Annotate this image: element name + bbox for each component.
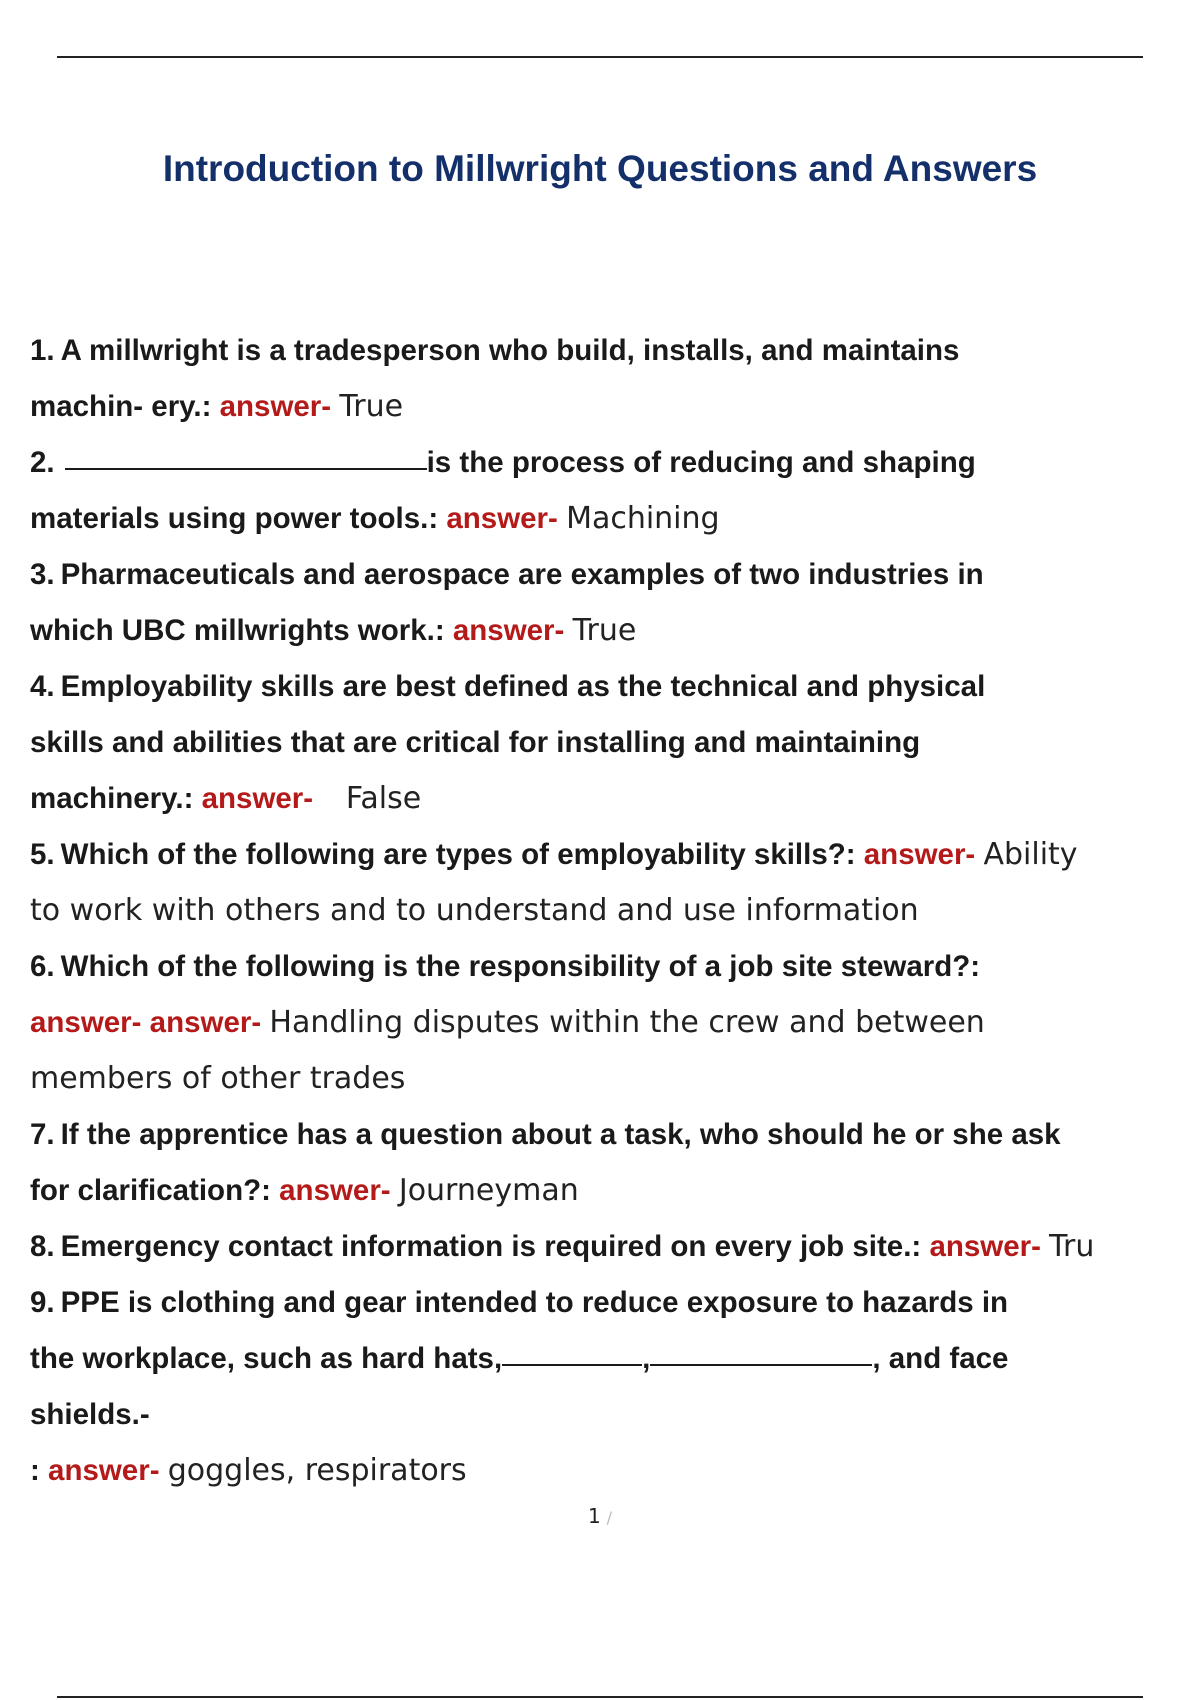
question-text: Which of the following are types of employability skills?:	[60, 838, 864, 871]
question-text: the workplace, such as hard hats,	[30, 1342, 503, 1375]
answer-text: Machining	[566, 501, 720, 536]
answer-text: Journeyman	[398, 1173, 579, 1208]
answer-text: to work with others and to understand and use information	[30, 893, 919, 928]
question-text: which UBC millwrights work.:	[30, 614, 453, 647]
fill-in-blank	[650, 1334, 872, 1366]
answer-text: True	[572, 613, 637, 648]
answer-text: Tru	[1049, 1229, 1095, 1264]
question-number: 1.	[30, 334, 55, 367]
page-separator: /	[606, 1508, 613, 1527]
question-text: skills and abilities that are critical for installing and maintaining	[30, 726, 921, 759]
question-text: machinery.:	[30, 782, 202, 815]
answer-label: answer-	[452, 614, 565, 647]
question-text: Employability skills are best defined as the technical and physical	[60, 670, 986, 703]
question-7	[30, 1107, 1195, 1219]
bottom-rule	[57, 1696, 1143, 1698]
answer-label: answer-	[279, 1174, 391, 1207]
question-number: 4.	[30, 670, 55, 703]
question-number: 7.	[30, 1118, 55, 1151]
question-5	[30, 827, 1195, 939]
answer-text: members of other trades	[30, 1061, 406, 1096]
answer-label: answer- answer-	[30, 1006, 262, 1039]
question-number: 8.	[30, 1230, 55, 1263]
answer-label: answer-	[446, 502, 558, 535]
answer-label: answer-	[929, 1230, 1041, 1263]
question-6	[30, 939, 1195, 1107]
answer-label: answer-	[201, 782, 314, 815]
answer-text: Ability	[983, 837, 1078, 872]
question-3	[30, 547, 1195, 659]
question-2	[30, 435, 1195, 547]
question-text: is the process of reducing and shaping	[426, 446, 976, 479]
question-1	[30, 323, 1195, 435]
answer-text: True	[339, 389, 404, 424]
question-text: PPE is clothing and gear intended to reduce exposure to hazards in	[60, 1286, 1009, 1319]
question-8	[30, 1219, 1195, 1275]
answer-label: answer-	[863, 838, 976, 871]
question-text: shields.-	[30, 1398, 150, 1431]
question-text: ,	[642, 1342, 651, 1375]
answer-label: answer-	[219, 390, 332, 423]
document-title: Introduction to Millwright Questions and Answers	[162, 148, 1038, 189]
question-9	[30, 1275, 1195, 1499]
question-text: for clarification?:	[30, 1174, 280, 1207]
question-number: 2.	[30, 446, 55, 479]
fill-in-blank	[502, 1334, 642, 1366]
question-text: A millwright is a tradesperson who build, installs, and maintains	[60, 334, 960, 367]
question-list	[30, 323, 1195, 1499]
page-number-value: 1	[587, 1504, 601, 1528]
page-number	[0, 1504, 1200, 1528]
question-text: materials using power tools.:	[30, 502, 447, 535]
question-text: Which of the following is the responsibility of a job site steward?:	[60, 950, 981, 983]
question-number: 5.	[30, 838, 55, 871]
question-number: 6.	[30, 950, 55, 983]
answer-text: False	[345, 781, 422, 816]
top-rule	[57, 56, 1143, 58]
question-text: If the apprentice has a question about a task, who should he or she ask	[60, 1118, 1061, 1151]
question-text: machin- ery.:	[30, 390, 220, 423]
question-number: 9.	[30, 1286, 55, 1319]
question-text: Pharmaceuticals and aerospace are examples of two industries in	[60, 558, 984, 591]
answer-text: Handling disputes within the crew and between	[269, 1005, 985, 1040]
question-4	[30, 659, 1195, 827]
question-text: :	[30, 1454, 49, 1487]
answer-text: goggles, respirators	[167, 1453, 467, 1488]
fill-in-blank	[65, 438, 427, 470]
question-number: 3.	[30, 558, 55, 591]
answer-label: answer-	[48, 1454, 160, 1487]
question-text: , and face	[872, 1342, 1009, 1375]
question-text: Emergency contact information is required on every job site.:	[60, 1230, 930, 1263]
